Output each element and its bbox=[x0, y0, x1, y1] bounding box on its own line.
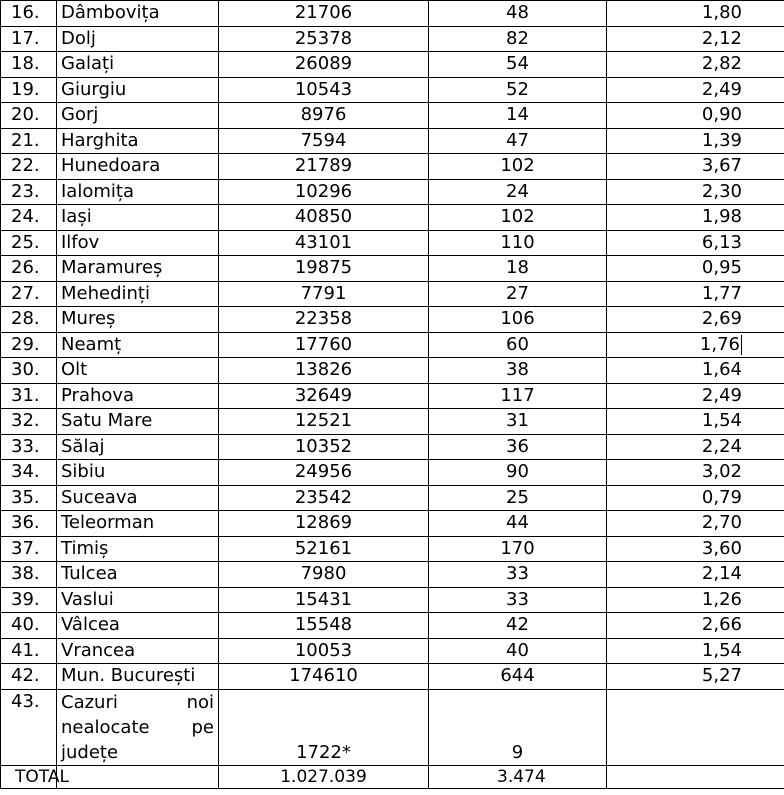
cases-cell[interactable]: 23542 bbox=[219, 485, 429, 511]
cases-cell[interactable]: 22358 bbox=[219, 307, 429, 333]
county-cell[interactable]: Sibiu bbox=[57, 460, 219, 486]
cases-cell[interactable]: 1722* bbox=[219, 689, 429, 765]
county-cell[interactable]: Vaslui bbox=[57, 587, 219, 613]
table-row bbox=[1, 460, 784, 486]
rate-cell[interactable]: 2,49 bbox=[607, 383, 784, 409]
table-row bbox=[1, 154, 784, 180]
row-number-cell[interactable]: 42. bbox=[1, 664, 57, 690]
table-row bbox=[1, 664, 784, 690]
rate-cell[interactable]: 2,14 bbox=[607, 562, 784, 588]
table-row bbox=[1, 332, 784, 358]
county-cell[interactable]: Dolj bbox=[57, 26, 219, 52]
table-row bbox=[1, 205, 784, 231]
table-row bbox=[1, 128, 784, 154]
rate-cell[interactable]: 0,79 bbox=[607, 485, 784, 511]
rate-cell[interactable]: 1,54 bbox=[607, 638, 784, 664]
county-cell[interactable]: Mehedinți bbox=[57, 281, 219, 307]
cases-cell[interactable]: 15431 bbox=[219, 587, 429, 613]
table-row bbox=[1, 511, 784, 537]
cases-cell[interactable]: 7791 bbox=[219, 281, 429, 307]
deaths-cell[interactable]: 44 bbox=[429, 511, 607, 537]
cases-cell[interactable]: 25378 bbox=[219, 26, 429, 52]
table-row bbox=[1, 485, 784, 511]
deaths-cell[interactable]: 47 bbox=[429, 128, 607, 154]
rate-cell[interactable]: 1,77 bbox=[607, 281, 784, 307]
cases-cell[interactable]: 32649 bbox=[219, 383, 429, 409]
deaths-cell[interactable]: 33 bbox=[429, 587, 607, 613]
county-cell[interactable]: Galați bbox=[57, 52, 219, 78]
rate-cell[interactable]: 1,39 bbox=[607, 128, 784, 154]
deaths-cell[interactable]: 38 bbox=[429, 358, 607, 384]
row-number-cell[interactable]: 31. bbox=[1, 383, 57, 409]
county-cell[interactable]: Hunedoara bbox=[57, 154, 219, 180]
row-number-cell[interactable]: 24. bbox=[1, 205, 57, 231]
county-cell[interactable]: Vrancea bbox=[57, 638, 219, 664]
row-number-cell[interactable]: 21. bbox=[1, 128, 57, 154]
text-cursor bbox=[741, 335, 742, 355]
cases-cell[interactable]: 10352 bbox=[219, 434, 429, 460]
empty-cell[interactable] bbox=[57, 765, 219, 788]
cases-cell[interactable]: 40850 bbox=[219, 205, 429, 231]
total-row bbox=[1, 765, 784, 788]
row-number-cell[interactable]: 40. bbox=[1, 613, 57, 639]
row-number-cell[interactable]: 17. bbox=[1, 26, 57, 52]
county-cell[interactable]: Cazuri noi nealocate pe județe bbox=[57, 689, 219, 765]
deaths-cell[interactable]: 27 bbox=[429, 281, 607, 307]
deaths-cell[interactable]: 90 bbox=[429, 460, 607, 486]
table-row bbox=[1, 536, 784, 562]
cases-cell[interactable]: 12869 bbox=[219, 511, 429, 537]
county-cell[interactable]: Timiș bbox=[57, 536, 219, 562]
row-number-cell[interactable]: 18. bbox=[1, 52, 57, 78]
county-cell[interactable]: Sălaj bbox=[57, 434, 219, 460]
table-row bbox=[1, 613, 784, 639]
table-row bbox=[1, 307, 784, 333]
row-number-cell[interactable]: 43. bbox=[1, 689, 57, 765]
unallocated-row bbox=[1, 689, 784, 765]
total-rate-cell[interactable] bbox=[607, 765, 784, 788]
row-number-cell[interactable]: 34. bbox=[1, 460, 57, 486]
row-number-cell[interactable]: 38. bbox=[1, 562, 57, 588]
deaths-cell[interactable]: 48 bbox=[429, 1, 607, 27]
table-row bbox=[1, 638, 784, 664]
table-row bbox=[1, 562, 784, 588]
row-number-cell[interactable]: 26. bbox=[1, 256, 57, 282]
rate-cell[interactable]: 2,12 bbox=[607, 26, 784, 52]
row-number-cell[interactable]: 37. bbox=[1, 536, 57, 562]
table-row bbox=[1, 281, 784, 307]
total-cases-cell[interactable]: 1.027.039 bbox=[219, 765, 429, 788]
rate-cell[interactable]: 2,69 bbox=[607, 307, 784, 333]
deaths-cell[interactable]: 25 bbox=[429, 485, 607, 511]
rate-cell[interactable]: 6,13 bbox=[607, 230, 784, 256]
county-cell[interactable]: Tulcea bbox=[57, 562, 219, 588]
row-number-cell[interactable]: 16. bbox=[1, 1, 57, 27]
deaths-cell[interactable]: 102 bbox=[429, 205, 607, 231]
deaths-cell[interactable]: 106 bbox=[429, 307, 607, 333]
county-cell[interactable]: Olt bbox=[57, 358, 219, 384]
deaths-cell[interactable]: 9 bbox=[429, 689, 607, 765]
rate-cell[interactable]: 3,60 bbox=[607, 536, 784, 562]
deaths-cell[interactable]: 33 bbox=[429, 562, 607, 588]
county-cell[interactable]: Neamț bbox=[57, 332, 219, 358]
rate-cell[interactable]: 1,98 bbox=[607, 205, 784, 231]
row-number-cell[interactable]: 29. bbox=[1, 332, 57, 358]
deaths-cell[interactable]: 117 bbox=[429, 383, 607, 409]
rate-cell[interactable]: 3,67 bbox=[607, 154, 784, 180]
table-row bbox=[1, 358, 784, 384]
county-cell[interactable]: Mureș bbox=[57, 307, 219, 333]
cases-cell[interactable]: 10543 bbox=[219, 77, 429, 103]
table-row bbox=[1, 409, 784, 435]
cases-cell[interactable]: 43101 bbox=[219, 230, 429, 256]
cases-cell[interactable]: 174610 bbox=[219, 664, 429, 690]
row-number-cell[interactable]: 39. bbox=[1, 587, 57, 613]
table-row bbox=[1, 103, 784, 129]
deaths-cell[interactable]: 24 bbox=[429, 179, 607, 205]
rate-cell[interactable]: 2,82 bbox=[607, 52, 784, 78]
county-cell[interactable]: Prahova bbox=[57, 383, 219, 409]
deaths-cell[interactable]: 102 bbox=[429, 154, 607, 180]
deaths-cell[interactable]: 18 bbox=[429, 256, 607, 282]
county-cell[interactable]: Gorj bbox=[57, 103, 219, 129]
row-number-cell[interactable]: 27. bbox=[1, 281, 57, 307]
cases-cell[interactable]: 21789 bbox=[219, 154, 429, 180]
cases-cell[interactable]: 15548 bbox=[219, 613, 429, 639]
rate-cell[interactable] bbox=[607, 689, 784, 765]
table-row bbox=[1, 77, 784, 103]
deaths-cell[interactable]: 31 bbox=[429, 409, 607, 435]
cases-cell[interactable]: 7980 bbox=[219, 562, 429, 588]
table-row bbox=[1, 26, 784, 52]
county-cell[interactable]: Dâmbovița bbox=[57, 1, 219, 27]
cases-cell[interactable]: 21706 bbox=[219, 1, 429, 27]
table-row bbox=[1, 230, 784, 256]
deaths-cell[interactable]: 110 bbox=[429, 230, 607, 256]
county-cell[interactable]: Satu Mare bbox=[57, 409, 219, 435]
county-cell[interactable]: Harghita bbox=[57, 128, 219, 154]
county-cell[interactable]: Suceava bbox=[57, 485, 219, 511]
county-cell[interactable]: Mun. București bbox=[57, 664, 219, 690]
cases-cell[interactable]: 26089 bbox=[219, 52, 429, 78]
row-number-cell[interactable]: 30. bbox=[1, 358, 57, 384]
row-number-cell[interactable]: 22. bbox=[1, 154, 57, 180]
deaths-cell[interactable]: 60 bbox=[429, 332, 607, 358]
cases-cell[interactable]: 10296 bbox=[219, 179, 429, 205]
table-row bbox=[1, 434, 784, 460]
table-row bbox=[1, 383, 784, 409]
row-number-cell[interactable]: 41. bbox=[1, 638, 57, 664]
county-cell[interactable]: Teleorman bbox=[57, 511, 219, 537]
table-row bbox=[1, 52, 784, 78]
rate-cell[interactable]: 3,02 bbox=[607, 460, 784, 486]
row-number-cell[interactable]: 32. bbox=[1, 409, 57, 435]
rate-cell[interactable]: 1,76 bbox=[607, 332, 784, 358]
row-number-cell[interactable]: 28. bbox=[1, 307, 57, 333]
total-label-cell[interactable]: TOTAL bbox=[1, 765, 57, 788]
deaths-cell[interactable]: 82 bbox=[429, 26, 607, 52]
rate-cell[interactable]: 1,80 bbox=[607, 1, 784, 27]
table-row bbox=[1, 1, 784, 27]
cases-cell[interactable]: 10053 bbox=[219, 638, 429, 664]
deaths-cell[interactable]: 644 bbox=[429, 664, 607, 690]
row-number-cell[interactable]: 19. bbox=[1, 77, 57, 103]
deaths-cell[interactable]: 170 bbox=[429, 536, 607, 562]
rate-cell[interactable]: 1,54 bbox=[607, 409, 784, 435]
row-number-cell[interactable]: 23. bbox=[1, 179, 57, 205]
county-cell[interactable]: Ilfov bbox=[57, 230, 219, 256]
cases-cell[interactable]: 17760 bbox=[219, 332, 429, 358]
total-deaths-cell[interactable]: 3.474 bbox=[429, 765, 607, 788]
rate-cell[interactable]: 0,90 bbox=[607, 103, 784, 129]
row-number-cell[interactable]: 25. bbox=[1, 230, 57, 256]
rate-cell[interactable]: 1,64 bbox=[607, 358, 784, 384]
cases-cell[interactable]: 24956 bbox=[219, 460, 429, 486]
rate-cell[interactable]: 5,27 bbox=[607, 664, 784, 690]
deaths-cell[interactable]: 14 bbox=[429, 103, 607, 129]
rate-cell[interactable]: 2,24 bbox=[607, 434, 784, 460]
deaths-cell[interactable]: 42 bbox=[429, 613, 607, 639]
rate-cell[interactable]: 2,49 bbox=[607, 77, 784, 103]
cases-cell[interactable]: 12521 bbox=[219, 409, 429, 435]
row-number-cell[interactable]: 33. bbox=[1, 434, 57, 460]
county-cell[interactable]: Ialomița bbox=[57, 179, 219, 205]
deaths-cell[interactable]: 52 bbox=[429, 77, 607, 103]
cases-cell[interactable]: 8976 bbox=[219, 103, 429, 129]
county-cell[interactable]: Iași bbox=[57, 205, 219, 231]
table-body bbox=[1, 1, 784, 789]
county-cell[interactable]: Giurgiu bbox=[57, 77, 219, 103]
rate-cell[interactable]: 0,95 bbox=[607, 256, 784, 282]
county-cell[interactable]: Maramureș bbox=[57, 256, 219, 282]
deaths-cell[interactable]: 36 bbox=[429, 434, 607, 460]
rate-cell[interactable]: 1,26 bbox=[607, 587, 784, 613]
table-row bbox=[1, 256, 784, 282]
cases-cell[interactable]: 52161 bbox=[219, 536, 429, 562]
row-number-cell[interactable]: 36. bbox=[1, 511, 57, 537]
row-number-cell[interactable]: 35. bbox=[1, 485, 57, 511]
row-number-cell[interactable]: 20. bbox=[1, 103, 57, 129]
rate-cell[interactable]: 2,70 bbox=[607, 511, 784, 537]
rate-cell[interactable]: 2,66 bbox=[607, 613, 784, 639]
table-row bbox=[1, 179, 784, 205]
deaths-cell[interactable]: 54 bbox=[429, 52, 607, 78]
cases-cell[interactable]: 19875 bbox=[219, 256, 429, 282]
deaths-cell[interactable]: 40 bbox=[429, 638, 607, 664]
county-cell[interactable]: Vâlcea bbox=[57, 613, 219, 639]
table-row bbox=[1, 587, 784, 613]
cases-cell[interactable]: 13826 bbox=[219, 358, 429, 384]
rate-cell[interactable]: 2,30 bbox=[607, 179, 784, 205]
cases-cell[interactable]: 7594 bbox=[219, 128, 429, 154]
